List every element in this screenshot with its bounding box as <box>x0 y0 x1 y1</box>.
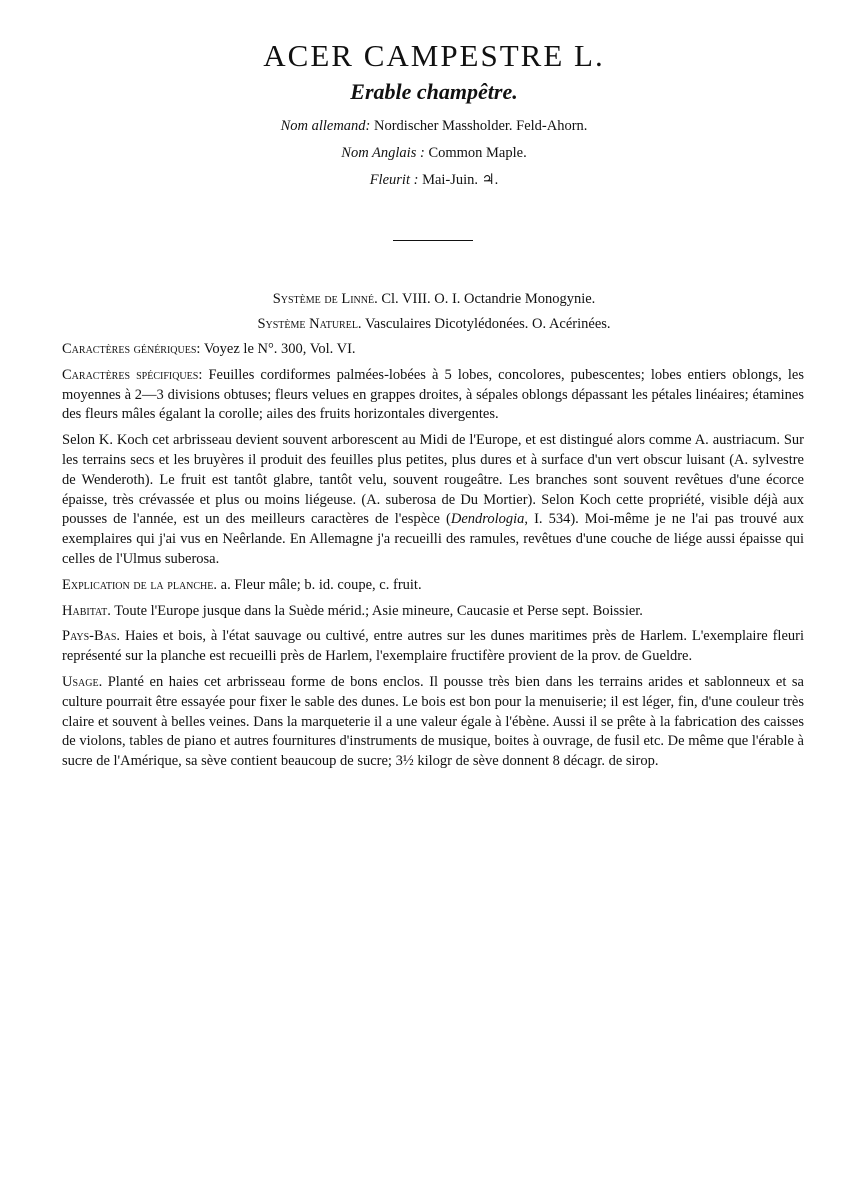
flowering-label: Fleurit : <box>369 172 419 188</box>
natural-system-value: Vasculaires Dicotylédonées. O. Acérinées. <box>364 316 611 332</box>
english-name-label: Nom Anglais : <box>341 145 425 161</box>
section-divider <box>393 240 473 241</box>
habitat-paragraph <box>62 602 804 622</box>
body-text <box>62 340 804 778</box>
linne-system-label: Système de Linné. <box>272 291 378 307</box>
koch-italic-reference: Dendrologia <box>450 511 525 528</box>
usage-text: Planté en haies cet arbrisseau forme de bons enclos. Il pousse très bien dans les terrains arides et sablonneux et sa culture pourrait être essayée pour fixer le sable des dunes. Le bois est bon pour la menuiserie; il est léger, fin, d'une couleur très claire et souvent à belles veines. Dans la marqueterie il a une valeur égale à l'ébène. Aussi il se prête à la fabrication des caisses de violons, tables de piano et autres fournitures d'instruments de musique, boites à ouvrage, de fusil etc. De même que l'érable à sucre de l'Amérique, sa sève contient beaucoup de sucre; 3½ kilogr de sève donnent 8 décagr. de sirop. <box>62 673 804 770</box>
natural-system-line <box>0 316 868 333</box>
generic-characters-paragraph <box>62 340 804 360</box>
linne-system-value: Cl. VIII. O. I. Octandrie Monogynie. <box>381 291 596 307</box>
paysbas-paragraph <box>62 627 804 667</box>
habitat-heading: Habitat. <box>62 602 111 619</box>
koch-text-part-2: , I. 534). Moi-même je ne l'ai pas trouvé aux exemplaires qui j'ai vus en Neêrlande. En Allemagne j'a recueilli des ramules, revêtues d'une couche de liége aussi épaisse qui celles de l'Ulmus suberosa. <box>62 511 804 567</box>
generic-characters-heading: Caractères génériques: <box>62 341 201 357</box>
page-title: ACER CAMPESTRE L. <box>263 38 605 73</box>
specific-characters-paragraph <box>62 366 804 425</box>
koch-paragraph <box>62 431 804 570</box>
specific-characters-heading: Caractères spécifiques: <box>62 366 203 383</box>
german-name-label: Nom allemand: <box>280 118 371 134</box>
habitat-text: Toute l'Europe jusque dans la Suède mérid.; Asie mineure, Caucasie et Perse sept. Boissier. <box>110 602 643 619</box>
paysbas-text: Haies et bois, à l'état sauvage ou cultivé, entre autres sur les dunes maritimes près de Harlem. L'exemplaire fleuri représenté sur la planche est recueilli près de Harlem, l'exemplaire fructifère provient de la prov. de Gueldre. <box>62 628 804 665</box>
paysbas-heading: Pays-Bas. <box>62 628 121 645</box>
usage-paragraph <box>62 673 804 772</box>
usage-heading: Usage. <box>62 673 103 690</box>
english-name-value: Common Maple. <box>428 145 527 161</box>
explication-paragraph <box>62 576 804 596</box>
flowering-value: Mai-Juin. ♃. <box>422 172 499 188</box>
explication-text: a. Fleur mâle; b. id. coupe, c. fruit. <box>217 576 422 593</box>
generic-characters-text: Voyez le N°. 300, Vol. VI. <box>200 341 356 357</box>
linne-system-line <box>0 291 868 308</box>
koch-text-part-1: Selon K. Koch cet arbrisseau devient souvent arborescent au Midi de l'Europe, et est distingué alors comme A. austriacum. Sur les terrains secs et les bruyères il produit des feuilles plus petites, plus dures et à surface d'un vert obscur luisant (A. sylvestre de Wenderoth). Le fruit est tantôt glabre, tantôt velu, souvent rougeâtre. Les branches sont souvent revêtues d'une écorce épaisse, très crévassée et plus ou moins liégeuse. (A. suberosa de Du Mortier). Selon Koch cette propriété, visible déjà aux pousses de l'année, est un des meilleurs caractères de l'espèce ( <box>62 432 804 528</box>
page-subtitle: Erable champêtre. <box>350 79 518 104</box>
german-name-line <box>0 118 868 135</box>
specific-characters-text: Feuilles cordiformes palmées-lobées à 5 lobes, concolores, pubescentes; lobes entiers oblongs, les moyennes à 2—3 divisions obtuses; fleurs velues en grappes droites, à sépales oblongs dépassant les pétales linéaires; étamines des fleurs mâles égalant la corolle; ailes des fruits horizontales divergentes. <box>62 366 804 423</box>
flowering-line <box>0 172 868 189</box>
english-name-line <box>0 145 868 162</box>
german-name-value: Nordischer Massholder. Feld-Ahorn. <box>374 118 588 134</box>
natural-system-label: Système Naturel. <box>257 316 362 332</box>
explication-heading: Explication de la planche. <box>62 576 218 593</box>
